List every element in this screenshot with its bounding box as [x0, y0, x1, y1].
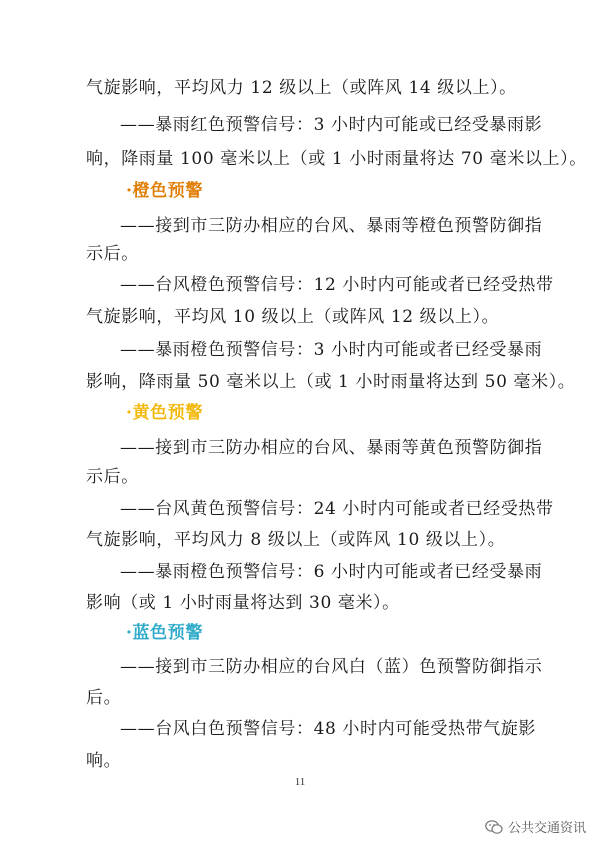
paragraph-line: 示后。 [86, 244, 139, 264]
paragraph-line: ——台风黄色预警信号：24 小时内可能或者已经受热带 [120, 499, 554, 519]
paragraph-line: 气旋影响，平均风 10 级以上（或阵风 12 级以上）。 [86, 307, 500, 327]
watermark [485, 817, 586, 836]
paragraph-line: 响。 [86, 751, 122, 771]
paragraph-line: ——接到市三防办相应的台风、暴雨等黄色预警防御指 [120, 438, 543, 458]
yellow-warning-heading: ·黄色预警 [126, 403, 203, 423]
paragraph-line: 气旋影响，平均风力 12 级以上（或阵风 14 级以上）。 [86, 78, 517, 98]
paragraph-line: ——接到市三防办相应的台风、暴雨等橙色预警防御指 [120, 216, 543, 236]
paragraph-line: 后。 [86, 688, 122, 708]
paragraph-line: 气旋影响，平均风力 8 级以上（或阵风 10 级以上）。 [86, 530, 506, 550]
watermark-text: 公共交通资讯 [507, 821, 586, 836]
page-number: 11 [294, 776, 306, 788]
paragraph-line: 示后。 [86, 467, 139, 487]
paragraph-line: ——暴雨红色预警信号：3 小时内可能或已经受暴雨影 [120, 115, 543, 135]
paragraph-line: 响，降雨量 100 毫米以上（或 1 小时雨量将达 70 毫米以上）。 [86, 149, 587, 169]
paragraph-line: ——台风白色预警信号：48 小时内可能受热带气旋影 [120, 719, 537, 739]
orange-warning-heading: ·橙色预警 [126, 181, 203, 201]
paragraph-line: ——台风橙色预警信号：12 小时内可能或者已经受热带 [120, 275, 554, 295]
blue-warning-heading: ·蓝色预警 [126, 623, 203, 643]
paragraph-line: ——暴雨橙色预警信号：3 小时内可能或者已经受暴雨 [120, 340, 543, 360]
paragraph-line: 影响（或 1 小时雨量将达到 30 毫米）。 [86, 593, 400, 613]
paragraph-line: ——接到市三防办相应的台风白（蓝）色预警防御指示 [120, 657, 543, 677]
paragraph-line: ——暴雨橙色预警信号：6 小时内可能或者已经受暴雨 [120, 562, 543, 582]
paragraph-line: 影响，降雨量 50 毫米以上（或 1 小时雨量将达到 50 毫米）。 [86, 372, 576, 392]
wechat-icon [485, 819, 503, 835]
